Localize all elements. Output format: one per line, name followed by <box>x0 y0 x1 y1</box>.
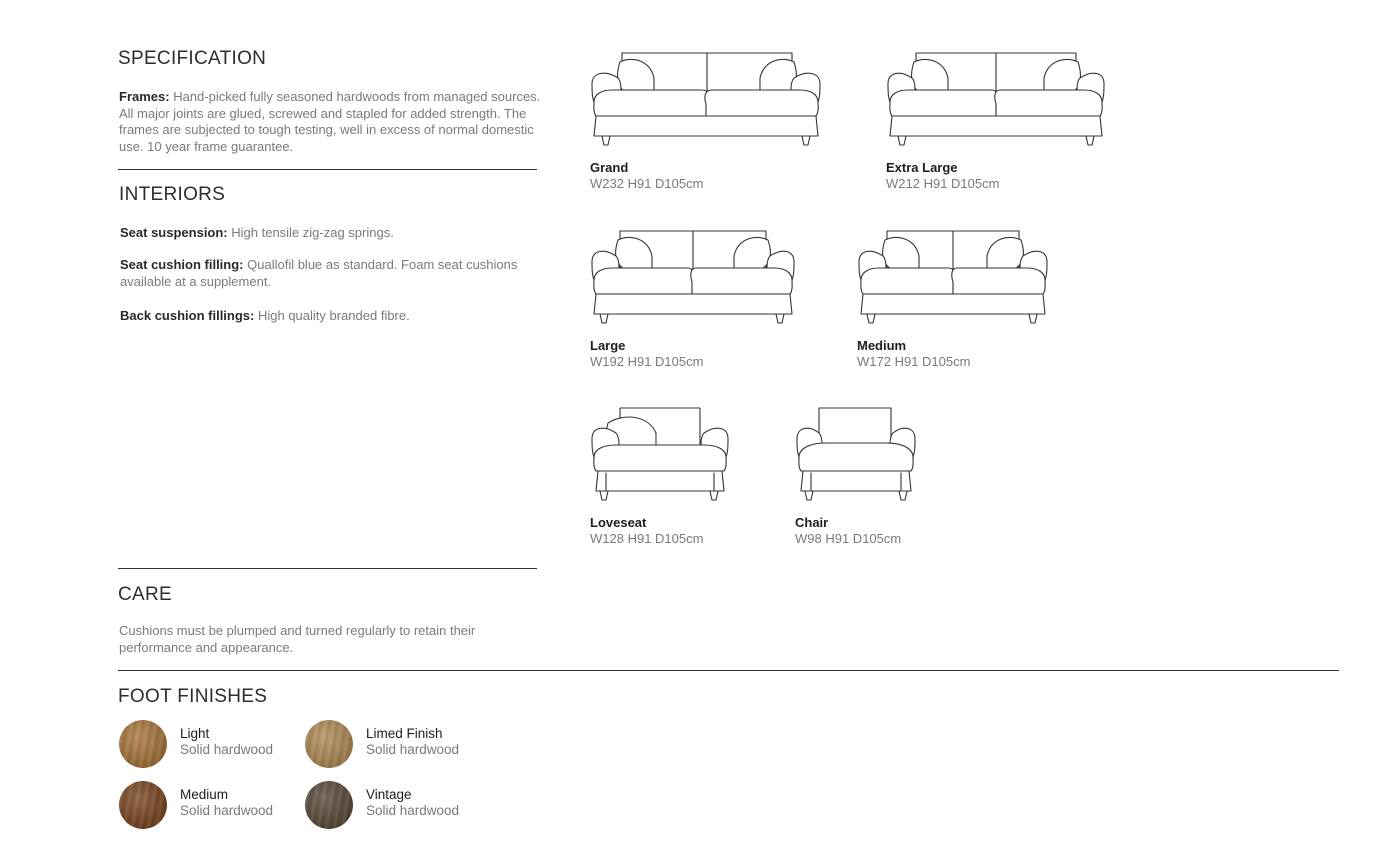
back-cushion-paragraph <box>120 308 545 325</box>
wood-swatch <box>305 781 353 829</box>
finish-name: Medium <box>180 787 229 802</box>
specification-heading: SPECIFICATION <box>118 48 267 69</box>
sofa-name: Extra Large <box>886 160 958 175</box>
seat-cushion-text: Quallofil blue as standard. Foam seat cushions available at a supplement. <box>120 257 518 289</box>
finish-description: Solid hardwood <box>366 803 460 818</box>
divider <box>118 568 537 569</box>
foot-finish-limed <box>305 720 545 772</box>
finish-name: Vintage <box>366 787 412 802</box>
frames-paragraph <box>119 89 544 155</box>
wood-swatch <box>305 720 353 768</box>
wood-swatch <box>119 720 167 768</box>
sofa-2-seat-icon <box>590 228 796 328</box>
wood-swatch <box>119 781 167 829</box>
seat-cushion-paragraph <box>120 257 545 290</box>
sofa-dimensions: W172 H91 D105cm <box>857 354 971 369</box>
care-paragraph: Cushions must be plumped and turned regularly to retain their performance and appearance. <box>119 623 476 655</box>
sofa-name: Large <box>590 338 626 353</box>
finish-description: Solid hardwood <box>180 803 274 818</box>
sofa-dimensions: W98 H91 D105cm <box>795 531 902 546</box>
seat-cushion-label: Seat cushion filling: <box>120 257 244 272</box>
sofa-dimensions: W128 H91 D105cm <box>590 531 704 546</box>
sofa-chair <box>795 405 925 555</box>
finish-description: Solid hardwood <box>366 742 460 757</box>
sofa-name: Medium <box>857 338 907 353</box>
finish-name: Limed Finish <box>366 726 443 741</box>
sofa-grand <box>590 50 830 200</box>
armchair-icon <box>795 405 917 505</box>
loveseat-icon <box>590 405 730 505</box>
sofa-3-seat-icon <box>886 50 1106 150</box>
seat-suspension-label: Seat suspension: <box>120 225 228 240</box>
seat-suspension-paragraph <box>120 225 545 242</box>
sofa-2-seat-icon <box>857 228 1049 328</box>
sofa-dimensions: W212 H91 D105cm <box>886 176 1000 191</box>
sofa-name: Loveseat <box>590 515 647 530</box>
sofa-large <box>590 228 810 378</box>
sofa-dimensions: W192 H91 D105cm <box>590 354 704 369</box>
foot-finishes-heading: FOOT FINISHES <box>118 686 268 707</box>
finish-name: Light <box>180 726 210 741</box>
interiors-heading: INTERIORS <box>119 184 226 205</box>
back-cushion-text: High quality branded fibre. <box>254 308 410 323</box>
seat-suspension-text: High tensile zig-zag springs. <box>227 225 394 240</box>
sofa-loveseat <box>590 405 750 555</box>
foot-finish-vintage <box>305 781 545 833</box>
back-cushion-label: Back cushion fillings: <box>120 308 255 323</box>
sofa-3-seat-icon <box>590 50 822 150</box>
care-heading: CARE <box>118 584 172 605</box>
sofa-dimensions: W232 H91 D105cm <box>590 176 704 191</box>
finish-description: Solid hardwood <box>180 742 274 757</box>
sofa-name: Grand <box>590 160 629 175</box>
sofa-name: Chair <box>795 515 829 530</box>
divider <box>118 169 537 170</box>
divider <box>118 670 1339 671</box>
sofa-medium <box>857 228 1057 378</box>
frames-text: Hand-picked fully seasoned hardwoods from managed sources. All major joints are glued, screwed and stapled for added strength. The frames are subjected to tough testing, well in excess of normal domestic use. 10 year frame guarantee. <box>119 89 541 154</box>
frames-label: Frames: <box>119 89 170 104</box>
sofa-extra-large <box>886 50 1126 200</box>
